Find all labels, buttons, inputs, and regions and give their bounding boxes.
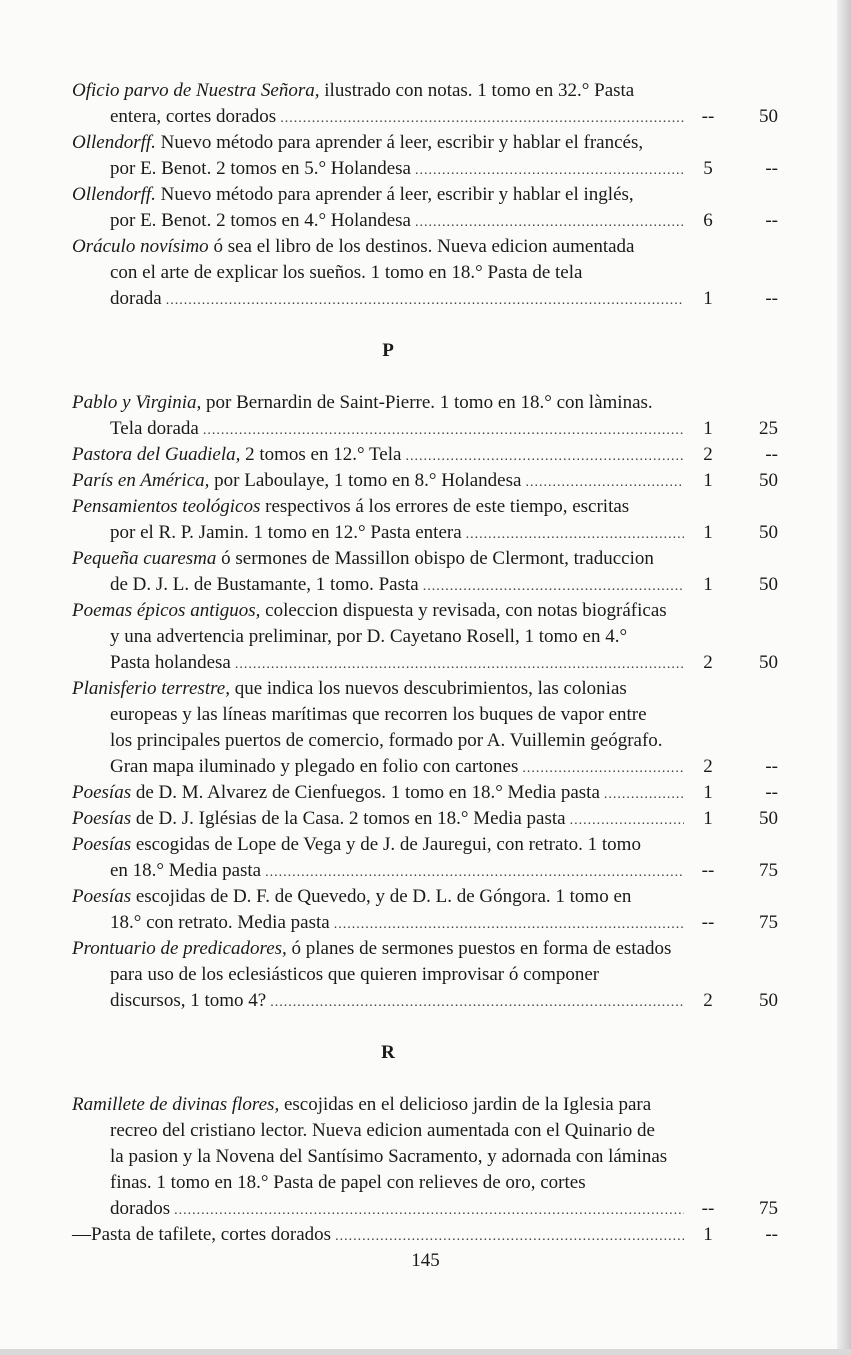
price-pesos: -- [701,912,715,933]
dot-leader [235,652,684,678]
dot-leader [415,210,684,236]
entry-last-text [110,1196,170,1222]
entry-line [72,546,778,572]
price-pesos: 1 [703,574,713,595]
entry-price-line [72,858,778,884]
catalog-entry [72,936,778,1014]
price-pesos: -- [701,106,715,127]
price [690,208,778,234]
entry-description: los principales puertos de comercio, formado por A. Vuillemin geógrafo. [110,730,663,751]
entry-price-line [72,208,778,234]
catalog-entry [72,494,778,546]
entry-line-text [72,676,778,702]
entry-line-text [72,884,778,910]
book-title: Oficio parvo de Nuestra Señora, [72,80,320,101]
entry-price-line [72,468,778,494]
catalog-section [72,1040,778,1248]
price-pesos: 2 [703,444,713,465]
dot-leader [203,418,684,444]
entry-description: Gran mapa iluminado y plegado en folio con cartones [110,756,519,777]
price-cents: 50 [759,470,778,491]
catalog-entry [72,1222,778,1248]
entry-price-line [72,806,778,832]
price-cents: 50 [759,522,778,543]
entry-description: Pasta holandesa [110,652,231,673]
entry-description: entera, cortes dorados [110,106,277,127]
entry-description: por el R. P. Jamin. 1 tomo en 12.° Pasta entera [110,522,462,543]
entry-line [72,598,778,624]
dot-leader [522,756,684,782]
entry-price-line [72,104,778,130]
price-cents: -- [765,756,778,777]
entry-price-line [72,416,778,442]
page-number: 145 [411,1250,440,1271]
catalog-entry [72,442,778,468]
price-pesos: -- [701,1198,715,1219]
price-pesos: 5 [703,158,713,179]
entry-description: recreo del cristiano lector. Nueva edicion aumentada con el Quinario de [110,1120,655,1141]
entry-line [72,78,778,104]
catalog-section [72,338,778,1014]
entry-description: escojidas de D. F. de Quevedo, y de D. L. de Góngora. 1 tomo en [131,886,632,907]
entry-description: escojidas en el delicioso jardin de la Iglesia para [279,1094,652,1115]
entry-price-line [72,520,778,546]
entry-line-text [110,702,778,728]
price [690,104,778,130]
price [690,572,778,598]
catalog-entry [72,546,778,598]
catalog-entry [72,832,778,884]
book-title: Poesías [72,782,132,803]
catalog-section [72,78,778,312]
section-spacer [72,364,778,390]
entry-description: Nuevo método para aprender á leer, escribir y hablar el francés, [155,132,644,153]
catalog-listing [72,78,778,1248]
entry-price-line [72,650,778,676]
entry-description: de D. M. Alvarez de Cienfuegos. 1 tomo en 18.° Media pasta [131,782,600,803]
price-pesos: 2 [703,756,713,777]
price [690,910,778,936]
price-pesos: 1 [703,1224,713,1245]
book-title: Prontuario de predicadores, [72,938,287,959]
entry-line [72,936,778,962]
entry-description: y una advertencia preliminar, por D. Cayetano Rosell, 1 tomo en 4.° [110,626,628,647]
book-title: Ramillete de divinas flores, [72,1094,280,1115]
entry-line-text [72,234,778,260]
entry-price-line [72,286,778,312]
entry-last-text [110,988,266,1014]
entry-description: ó sermones de Massillon obispo de Clermont, traduccion [216,548,654,569]
book-title: Planisferio terrestre, [72,678,230,699]
entry-line-text [72,832,778,858]
entry-description: la pasion y la Novena del Santísimo Sacramento, y adornada con láminas [110,1146,668,1167]
entry-description: dorada [110,288,162,309]
catalog-entry [72,884,778,936]
entry-line [72,1170,778,1196]
entry-description: ilustrado con notas. 1 tomo en 32.° Pasta [319,80,635,101]
price-pesos: -- [701,860,715,881]
entry-last-text [110,156,411,182]
price-cents: 75 [759,912,778,933]
entry-line [72,390,778,416]
entry-line [72,1144,778,1170]
catalog-entry [72,780,778,806]
entry-description: coleccion dispuesta y revisada, con notas biográficas [260,600,667,621]
price [690,520,778,546]
catalog-entry [72,234,778,312]
catalog-entry [72,806,778,832]
entry-description: europeas y las líneas marítimas que recorren los buques de vapor entre [110,704,647,725]
price-pesos: 1 [703,470,713,491]
price [690,988,778,1014]
dot-leader [265,860,684,886]
dot-leader [525,470,684,496]
entry-description: por Bernardin de Saint-Pierre. 1 tomo en 18.° con làminas. [201,392,653,413]
entry-description: en 18.° Media pasta [110,860,262,881]
price-cents: 50 [759,574,778,595]
dot-leader [415,158,684,184]
catalog-entry [72,390,778,442]
price-cents: -- [765,210,778,231]
entry-last-text [110,416,199,442]
price [690,1222,778,1248]
book-title: Poemas épicos antiguos, [72,600,261,621]
entry-description: —Pasta de tafilete, cortes dorados [72,1224,332,1245]
price-pesos: 1 [703,288,713,309]
entry-price-line [72,780,778,806]
book-title: Pensamientos teológicos [72,496,261,517]
entry-line-text [110,260,778,286]
price-pesos: 6 [703,210,713,231]
entry-description: Tela dorada [110,418,199,439]
entry-description: que indica los nuevos descubrimientos, las colonias [229,678,627,699]
section-spacer [72,1066,778,1092]
entry-price-line [72,442,778,468]
book-title: Oráculo novísimo [72,236,209,257]
entry-line-text [110,1170,778,1196]
dot-leader [604,782,684,808]
dot-leader [335,1224,684,1250]
price-pesos: 1 [703,808,713,829]
price [690,858,778,884]
entry-last-text [72,468,521,494]
entry-line-text [110,728,778,754]
entry-last-text [72,806,566,832]
section-letter-heading: R [381,1042,395,1063]
price-cents: -- [765,782,778,803]
entry-line [72,676,778,702]
entry-price-line [72,572,778,598]
price [690,442,778,468]
entry-line-text [110,962,778,988]
entry-description: respectivos á los errores de este tiempo, escritas [260,496,630,517]
book-title: Ollendorff. [72,132,156,153]
entry-description: por E. Benot. 2 tomos en 4.° Holandesa [110,210,411,231]
book-title: Poesías [72,834,132,855]
price-cents: -- [765,158,778,179]
entry-line-text [72,182,778,208]
book-title: Pablo y Virginia, [72,392,202,413]
entry-description: 18.° con retrato. Media pasta [110,912,330,933]
entry-last-text [110,754,518,780]
entry-price-line [72,1222,778,1248]
price-pesos: 1 [703,782,713,803]
catalog-entry [72,468,778,494]
price-pesos: 1 [703,522,713,543]
entry-description: escogidas de Lope de Vega y de J. de Jauregui, con retrato. 1 tomo [131,834,641,855]
price-cents: -- [765,1224,778,1245]
price [690,416,778,442]
entry-line [72,130,778,156]
price-cents: 50 [759,652,778,673]
entry-last-text [110,572,419,598]
entry-line-text [110,624,778,650]
price [690,286,778,312]
entry-last-text [72,780,600,806]
entry-line [72,832,778,858]
entry-line-text [72,598,778,624]
entry-description: Nuevo método para aprender á leer, escribir y hablar el inglés, [155,184,634,205]
book-title: Poesías [72,886,132,907]
entry-line [72,702,778,728]
price-pesos: 2 [703,990,713,1011]
entry-description: dorados [110,1198,171,1219]
price [690,650,778,676]
price-cents: -- [765,288,778,309]
entry-line [72,962,778,988]
entry-price-line [72,754,778,780]
entry-last-text [110,286,162,312]
catalog-entry [72,78,778,130]
entry-description: de D. J. Iglésias de la Casa. 2 tomos en 18.° Media pasta [131,808,566,829]
entry-line-text [72,494,778,520]
entry-description: ó planes de sermones puestos en forma de estados [286,938,672,959]
price-cents: 25 [759,418,778,439]
price-pesos: 2 [703,652,713,673]
dot-leader [270,990,684,1016]
dot-leader [280,106,684,132]
price-cents: -- [765,444,778,465]
entry-price-line [72,910,778,936]
entry-price-line [72,988,778,1014]
price [690,468,778,494]
entry-line [72,182,778,208]
entry-line [72,1118,778,1144]
dot-leader [405,444,684,470]
catalog-entry [72,182,778,234]
entry-last-text [110,650,231,676]
catalog-entry [72,1092,778,1222]
dot-leader [570,808,684,834]
entry-line-text [72,78,778,104]
catalog-entry [72,130,778,182]
entry-description: para uso de los eclesiásticos que quieren improvisar ó componer [110,964,600,985]
page-edge-shadow [837,0,851,1355]
price [690,780,778,806]
entry-line-text [72,936,778,962]
entry-price-line [72,156,778,182]
price-cents: 50 [759,990,778,1011]
price-cents: 75 [759,1198,778,1219]
entry-description: 2 tomos en 12.° Tela [240,444,402,465]
entry-last-text [110,208,411,234]
book-title: Pequeña cuaresma [72,548,217,569]
entry-last-text [110,104,276,130]
book-title: Poesías [72,808,132,829]
entry-line-text [72,390,778,416]
catalog-entry [72,598,778,676]
dot-leader [174,1198,684,1224]
dot-leader [166,288,684,314]
catalog-entry [72,676,778,780]
price-cents: 50 [759,106,778,127]
entry-description: por Laboulaye, 1 tomo en 8.° Holandesa [209,470,522,491]
price [690,806,778,832]
entry-line [72,624,778,650]
entry-line-text [110,1144,778,1170]
entry-description: por E. Benot. 2 tomos en 5.° Holandesa [110,158,411,179]
entry-line [72,234,778,260]
dot-leader [423,574,684,600]
entry-price-line [72,1196,778,1222]
price [690,1196,778,1222]
entry-description: ó sea el libro de los destinos. Nueva edicion aumentada [208,236,635,257]
price [690,754,778,780]
entry-description: finas. 1 tomo en 18.° Pasta de papel con relieves de oro, cortes [110,1172,586,1193]
price-cents: 75 [759,860,778,881]
book-title: París en América, [72,470,210,491]
entry-last-text [72,1222,331,1248]
entry-line-text [72,130,778,156]
section-letter-heading: P [382,340,394,361]
entry-line-text [72,546,778,572]
entry-line-text [72,1092,778,1118]
entry-line-text [110,1118,778,1144]
dot-leader [466,522,684,548]
entry-line [72,728,778,754]
entry-description: con el arte de explicar los sueños. 1 tomo en 18.° Pasta de tela [110,262,583,283]
dot-leader [334,912,684,938]
entry-line [72,1092,778,1118]
entry-last-text [72,442,401,468]
entry-last-text [110,910,330,936]
entry-last-text [110,520,462,546]
entry-line [72,494,778,520]
page-bottom-edge [0,1349,851,1355]
price [690,156,778,182]
entry-line [72,884,778,910]
entry-description: de D. J. L. de Bustamante, 1 tomo. Pasta [110,574,419,595]
price-pesos: 1 [703,418,713,439]
entry-description: discursos, 1 tomo 4? [110,990,267,1011]
book-title: Ollendorff. [72,184,156,205]
book-title: Pastora del Guadiela, [72,444,241,465]
entry-last-text [110,858,261,884]
price-cents: 50 [759,808,778,829]
entry-line [72,260,778,286]
